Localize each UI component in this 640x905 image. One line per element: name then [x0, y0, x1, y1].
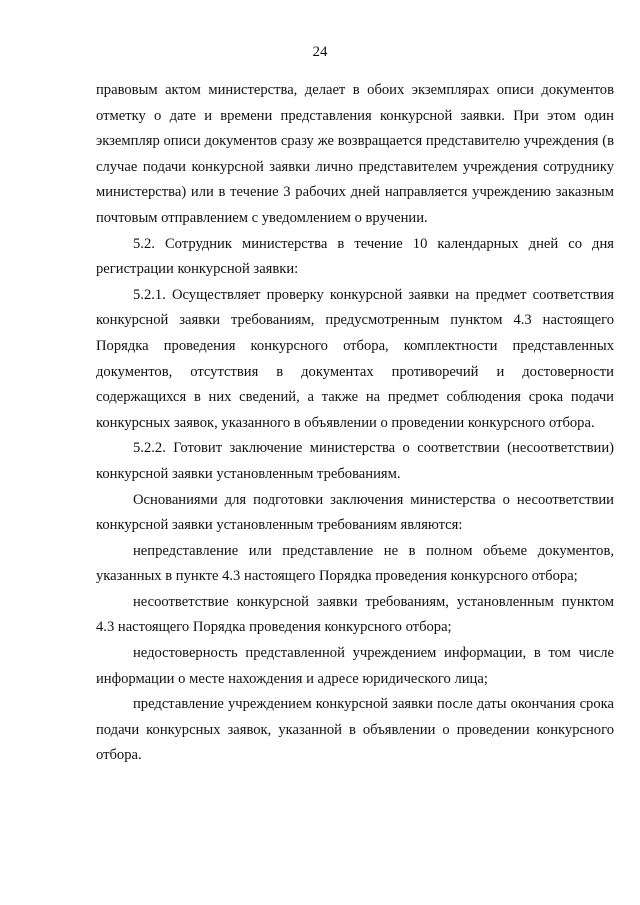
paragraph-ground-3: недостоверность представленной учреждением информации, в том числе информации о месте нахождения и адресе юридического лица;	[96, 645, 614, 687]
paragraph-grounds-intro: Основаниями для подготовки заключения министерства о несоответствии конкурсной заявки установленным требованиям являются:	[96, 491, 614, 534]
paragraph-5-2-1: 5.2.1. Осуществляет проверку конкурсной заявки на предмет соответствия конкурсной заявки требованиям, предусмотренным пунктом 4.3 настоящего Порядка проведения конкурсного отбора, комплектности представленных документов, отсутствия в документах противоречий и достоверности содержащихся в них сведений, а также на предмет соблюдения срока подачи конкурсных заявок, указанного в объявлении о проведении конкурсного отбора.	[96, 286, 614, 431]
paragraph-continuation: правовым актом министерства, делает в обоих экземплярах описи документов отметку о дате и времени представления конкурсной заявки. При этом один экземпляр описи документов сразу же возвращается представителю учреждения (в случае подачи конкурсной заявки лично представителем учреждения сотруднику министерства) или в течение 3 рабочих дней направляется учреждению заказным почтовым отправлением с уведомлением о вручении.	[96, 82, 614, 226]
page-number: 24	[312, 44, 328, 60]
paragraph-5-2-2: 5.2.2. Готовит заключение министерства о соответствии (несоответствии) конкурсной заявки установленным требованиям.	[96, 440, 614, 482]
paragraph-ground-4: представление учреждением конкурсной заявки после даты окончания срока подачи конкурсных заявок, указанной в объявлении о проведении конкурсного отбора.	[96, 696, 614, 764]
paragraph-5-2: 5.2. Сотрудник министерства в течение 10 календарных дней со дня регистрации конкурсной заявки:	[96, 235, 614, 278]
paragraph-ground-1: непредставление или представление не в полном объеме документов, указанных в пункте 4.3 настоящего Порядка проведения конкурсного отбора;	[96, 542, 614, 585]
document-body	[96, 78, 614, 769]
paragraph-ground-2: несоответствие конкурсной заявки требованиям, установленным пунктом 4.3 настоящего Порядка проведения конкурсного отбора;	[96, 593, 614, 636]
